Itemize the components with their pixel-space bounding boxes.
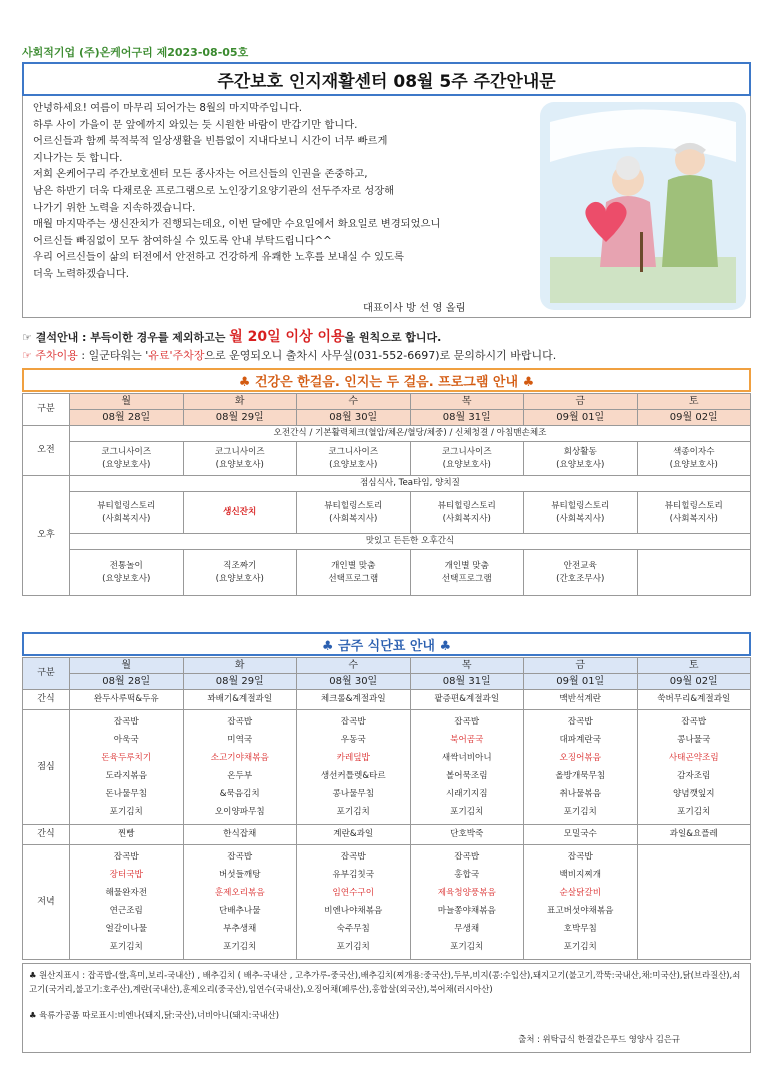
lunch-item: 취나물볶음 xyxy=(559,789,601,799)
menu-col-label xyxy=(23,658,70,690)
am-program-text: 코그니사이즈 xyxy=(101,446,152,457)
pm-program-2-text: 개인별 맞춤 xyxy=(444,560,489,571)
menu-date-header-text: 08월 30일 xyxy=(329,676,378,687)
menu-day-header-text: 수 xyxy=(348,660,359,671)
pm-program-2 xyxy=(637,550,751,596)
dinner-item: 무생채 xyxy=(454,924,480,934)
lunch-item: 잡곡밥 xyxy=(227,717,253,727)
dinner-cell xyxy=(183,845,297,960)
menu-date-header xyxy=(410,674,524,690)
pm-common-2 xyxy=(70,534,751,550)
lunch-item: 잡곡밥 xyxy=(340,717,366,727)
am-program xyxy=(183,442,297,476)
am-program-text: 회상활동 xyxy=(563,446,597,457)
date-header-text: 08월 28일 xyxy=(102,412,151,423)
intro-line: 지나가는 듯 합니다. xyxy=(33,151,123,164)
afternoon-snack-text: 단호박죽 xyxy=(450,829,484,839)
dinner-item: 홍합국 xyxy=(454,870,480,880)
morning-snack xyxy=(524,690,638,710)
pm-program-1-text: 뷰티힐링스토리 xyxy=(551,500,610,511)
menu-day-header xyxy=(524,658,638,674)
dinner-label-text: 저녁 xyxy=(37,896,55,907)
lunch-item: 대파계란국 xyxy=(559,735,601,745)
intro-line: 더욱 노력하겠습니다. xyxy=(33,267,130,280)
dinner-item: 비엔나야채볶음 xyxy=(324,906,383,916)
lunch-item: 오징어볶음 xyxy=(559,753,601,763)
menu-day-header-text: 목 xyxy=(461,660,472,671)
am-program xyxy=(70,442,184,476)
dinner-item: 잡곡밥 xyxy=(340,852,366,862)
lunch-label-text: 점심 xyxy=(37,761,55,772)
day-header xyxy=(183,394,297,410)
intro-line: 매월 마지막주는 생신잔치가 진행되는데요, 이번 달에만 수요일에서 화요일로 변경되었으니 xyxy=(33,218,441,231)
pm-program-2-text: 개인별 맞춤 xyxy=(331,560,376,571)
lunch-cell xyxy=(70,710,184,825)
lunch-item: 우동국 xyxy=(340,735,366,745)
menu-table xyxy=(22,657,751,960)
lunch-item: 포기김치 xyxy=(563,807,597,817)
snack2-label-text: 간식 xyxy=(37,829,55,839)
lunch-item: 북어곰국 xyxy=(450,735,484,745)
date-header-text: 08월 30일 xyxy=(329,412,378,423)
day-header-text: 화 xyxy=(234,396,245,407)
menu-date-header xyxy=(70,674,184,690)
intro-signature: 대표이사 방 선 영 올림 xyxy=(363,302,466,314)
date-header-text: 09월 01일 xyxy=(556,412,605,423)
am-common xyxy=(70,426,751,442)
am-program-text: 코그니사이즈 xyxy=(214,446,265,457)
dinner-item: 잡곡밥 xyxy=(113,852,139,862)
footer-notes xyxy=(22,963,751,1053)
pm-program-1 xyxy=(70,492,184,534)
dinner-item: 임연수구이 xyxy=(332,888,374,898)
afternoon-snack-text: 찐빵 xyxy=(117,829,135,839)
lunch-item: 카레덮밥 xyxy=(336,753,370,763)
lunch-item: 볼어묵조림 xyxy=(445,771,488,781)
morning-snack xyxy=(183,690,297,710)
lunch-item: 오이양파무침 xyxy=(214,807,265,817)
dinner-item: 포기김치 xyxy=(563,942,597,952)
menu-day-header-text: 토 xyxy=(688,660,699,671)
morning-snack xyxy=(410,690,524,710)
pm-program-2-text: 전통놀이 xyxy=(109,560,143,571)
lunch-item: 도라지볶음 xyxy=(105,771,147,781)
day-header-text: 금 xyxy=(575,396,586,407)
lunch-cell xyxy=(524,710,638,825)
pm-program-1 xyxy=(410,492,524,534)
lunch-item: &묵음김치 xyxy=(219,789,260,799)
intro-text xyxy=(33,100,553,283)
lunch-item: 콩나물국 xyxy=(677,735,711,745)
lunch-item: 포기김치 xyxy=(336,807,370,817)
dinner-cell xyxy=(297,845,411,960)
date-header xyxy=(183,410,297,426)
pm-program-1-text: (사회복지사) xyxy=(556,513,605,524)
dinner-cell xyxy=(637,845,751,960)
pm-program-1-text: (사회복지사) xyxy=(102,513,151,524)
dinner-item: 잡곡밥 xyxy=(227,852,253,862)
lunch-item: 잡곡밥 xyxy=(567,717,593,727)
morning-snack-text: 팥증편&계절과일 xyxy=(434,694,500,704)
dinner-label xyxy=(23,845,70,960)
origin-line: ♣ 원산지표시 : 잡곡밥-(쌀,흑미,보리-국내산) , 배추김치 ( 배추-국내산 , 고추가루-중국산),배추김치(찌개용:중국산),두부,비지(콩:수입산),돼지고기(불고기,깍뚝:국내산,채:미국산),닭(브라질산),쇠고기(국거리,불고기:호주산),계란(국내산),훈제오리(중국산),임연수(국내산),오징어채(페루산),홍합살(외국산),북어채(러시아산) xyxy=(29,970,741,994)
morning-snack-text: 완두사루떡&두유 xyxy=(93,694,159,704)
dinner-item: 훈제오리볶음 xyxy=(214,888,265,898)
am-program xyxy=(410,442,524,476)
dinner-item: 숙주무침 xyxy=(336,924,370,934)
dinner-item xyxy=(639,884,750,902)
program-section-title: ♣ 건강은 한걸음. 인지는 두 걸음. 프로그램 안내 ♣ xyxy=(22,368,751,392)
dinner-cell xyxy=(410,845,524,960)
dinner-cell xyxy=(524,845,638,960)
morning-snack-text: 쑥버무리&계절과일 xyxy=(657,694,731,704)
lunch-item: 사태곤약조림 xyxy=(668,753,719,763)
pm-program-2 xyxy=(410,550,524,596)
dinner-item: 순살닭갈비 xyxy=(559,888,601,898)
intro-section xyxy=(22,96,751,318)
org-line: 사회적기업 (주)온케어구리 제2023-08-05호 xyxy=(22,46,249,59)
intro-line: 어르신들 빠짐없이 모두 참여하실 수 있도록 안내 부탁드립니다^^ xyxy=(33,234,332,247)
lunch-item: 새싹너비아니 xyxy=(441,753,492,763)
dinner-item: 단배추나물 xyxy=(218,906,261,916)
dinner-item: 호박무침 xyxy=(563,924,597,934)
parking-notice: ☞ 주차이용 : 일군타워는 '유료'주차장으로 운영되오니 출차시 사무실(031-552-6697)로 문의하시기 바랍니다. xyxy=(22,349,557,362)
pm-common-1 xyxy=(70,476,751,492)
pm-program-1 xyxy=(637,492,751,534)
pm-program-2-text: 선택프로그램 xyxy=(328,573,379,584)
pm-label xyxy=(23,476,70,596)
afternoon-snack xyxy=(524,825,638,845)
day-header-text: 수 xyxy=(348,396,359,407)
afternoon-snack-text: 한식잡채 xyxy=(223,829,257,839)
day-header xyxy=(637,394,751,410)
lunch-item: 포기김치 xyxy=(109,807,143,817)
pm-program-1-text: (사회복지사) xyxy=(442,513,491,524)
morning-snack-text: 꽈배기&계절과일 xyxy=(207,694,273,704)
am-program xyxy=(637,442,751,476)
pm-program-1-text: 뷰티힐링스토리 xyxy=(437,500,496,511)
day-header-text: 토 xyxy=(688,396,699,407)
pm-program-2-text: 직조짜기 xyxy=(223,560,257,571)
pm-program-1 xyxy=(183,492,297,534)
am-program-text: (요양보호사) xyxy=(669,459,718,470)
menu-col-label-text: 구분 xyxy=(37,668,55,678)
dinner-item xyxy=(639,866,750,884)
absence-notice: ☞ 결석안내 : 부득이한 경우를 제외하고는 월 20일 이상 이용을 원칙으로 합니다. xyxy=(22,329,442,345)
lunch-label xyxy=(23,710,70,825)
dinner-item: 표고버섯야채볶음 xyxy=(547,906,614,916)
day-header-text: 월 xyxy=(121,396,132,407)
pm-program-2 xyxy=(183,550,297,596)
day-header xyxy=(410,394,524,410)
pm-common-1-text: 점심식사, Tea타임, 양치질 xyxy=(360,478,460,488)
page-title: 주간보호 인지재활센터 08월 5주 주간안내문 xyxy=(217,71,556,92)
pm-program-2-text: (간호조무사) xyxy=(556,573,605,584)
dinner-item xyxy=(639,902,750,920)
intro-line: 하루 사이 가을이 문 앞에까지 와있는 듯 시원한 바람이 반갑기만 합니다. xyxy=(33,118,358,131)
pm-program-1 xyxy=(524,492,638,534)
lunch-item: 돈나물무침 xyxy=(105,789,147,799)
pm-program-1-text: 생신잔치 xyxy=(223,507,257,517)
lunch-item: 미역국 xyxy=(227,735,253,745)
menu-date-header xyxy=(297,674,411,690)
menu-day-header-text: 금 xyxy=(575,660,586,671)
am-program-text: (요양보호사) xyxy=(215,459,264,470)
pm-program-1-text: (사회복지사) xyxy=(669,513,718,524)
lunch-item: 온두부 xyxy=(227,771,253,781)
dinner-item: 잡곡밥 xyxy=(567,852,593,862)
am-program-text: 코그니사이즈 xyxy=(328,446,379,457)
afternoon-snack-text: 모밀국수 xyxy=(563,829,597,839)
morning-snack-text: 체크롤&계절과일 xyxy=(320,694,386,704)
am-program-text: (요양보호사) xyxy=(442,459,491,470)
dinner-item xyxy=(639,938,750,956)
dinner-cell xyxy=(70,845,184,960)
menu-date-header xyxy=(524,674,638,690)
dinner-item: 잡곡밥 xyxy=(454,852,480,862)
date-header xyxy=(70,410,184,426)
date-header xyxy=(524,410,638,426)
lunch-item: 소고기야채볶음 xyxy=(210,753,269,763)
meat-line: ♣ 육류가공품 따로표시:비엔나(돼지,닭:국산),너비아니(돼지:국내산) xyxy=(29,1010,280,1020)
dinner-item: 버섯들깨탕 xyxy=(218,870,261,880)
lunch-cell xyxy=(637,710,751,825)
snack-label-text: 간식 xyxy=(37,694,55,704)
menu-day-header xyxy=(637,658,751,674)
lunch-item: 양념깻잎지 xyxy=(672,789,715,799)
dinner-item: 제육청양풍볶음 xyxy=(437,888,496,898)
dinner-item xyxy=(639,848,750,866)
menu-day-header xyxy=(183,658,297,674)
morning-snack xyxy=(637,690,751,710)
intro-line: 저희 온케어구리 주간보호센터 모든 종사자는 어르신들의 인권을 존중하고, xyxy=(33,168,368,181)
menu-date-header xyxy=(183,674,297,690)
morning-snack-text: 맥반석계란 xyxy=(559,694,601,704)
lunch-item: 포기김치 xyxy=(450,807,484,817)
day-header xyxy=(297,394,411,410)
pm-program-2-text: 선택프로그램 xyxy=(441,573,492,584)
intro-line: 남은 하반기 더욱 다채로운 프로그램으로 노인장기요양기관의 선두주자로 성장해 xyxy=(33,184,395,197)
dinner-item: 장터국밥 xyxy=(109,870,143,880)
credit-line: 출처 : 위탁급식 한결같은푸드 영양사 김은규 xyxy=(518,1034,680,1044)
lunch-item: 잡곡밥 xyxy=(113,717,139,727)
afternoon-snack-text: 계란&과일 xyxy=(333,829,374,839)
am-program xyxy=(524,442,638,476)
lunch-item: 콩나물무침 xyxy=(332,789,374,799)
dinner-item: 백비지찌개 xyxy=(559,870,601,880)
lunch-item: 시래기지짐 xyxy=(445,789,488,799)
menu-section-title: ♣ 금주 식단표 안내 ♣ xyxy=(22,632,751,656)
lunch-item: 돈육두루치기 xyxy=(101,753,152,763)
lunch-item: 올방개묵무침 xyxy=(555,771,606,781)
afternoon-snack xyxy=(637,825,751,845)
am-program-text: (요양보호사) xyxy=(556,459,605,470)
elderly-couple-illustration xyxy=(540,102,746,310)
intro-line: 나가기 위한 노력을 지속하겠습니다. xyxy=(33,201,196,214)
am-label xyxy=(23,426,70,476)
am-common-text: 오전간식 / 기본활력체크(혈압/체온/혈당/체중) / 신체청결 / 아침맨손체조 xyxy=(273,428,547,438)
date-header-text: 08월 29일 xyxy=(215,412,264,423)
dinner-item: 얼갈이나물 xyxy=(105,924,147,934)
morning-snack xyxy=(297,690,411,710)
intro-line: 우리 어르신들이 삶의 터전에서 안전하고 건강하게 유쾌한 노후를 보내실 수 있도록 xyxy=(33,251,404,264)
lunch-item: 아욱국 xyxy=(113,735,139,745)
lunch-item: 생선커틀렛&타르 xyxy=(320,771,386,781)
menu-day-header xyxy=(70,658,184,674)
pm-label-text: 오후 xyxy=(37,530,55,540)
pm-program-1-text: 뷰티힐링스토리 xyxy=(97,500,156,511)
menu-date-header-text: 08월 28일 xyxy=(102,676,151,687)
pm-program-2 xyxy=(524,550,638,596)
pm-program-1-text: (사회복지사) xyxy=(329,513,378,524)
dinner-item: 연근조림 xyxy=(109,906,143,916)
dinner-item: 해물완자전 xyxy=(105,888,147,898)
day-header xyxy=(70,394,184,410)
program-table xyxy=(22,393,751,596)
pm-program-1 xyxy=(297,492,411,534)
dinner-item: 유부김칫국 xyxy=(332,870,374,880)
intro-line: 어르신들과 함께 북적북적 일상생활을 빈틈없이 지내다보니 시간이 너무 빠르게 xyxy=(33,135,388,148)
afternoon-snack xyxy=(410,825,524,845)
afternoon-snack xyxy=(70,825,184,845)
pm-program-2 xyxy=(70,550,184,596)
pm-program-1-text: 뷰티힐링스토리 xyxy=(664,500,723,511)
lunch-item: 잡곡밥 xyxy=(681,717,707,727)
lunch-item: 잡곡밥 xyxy=(454,717,480,727)
date-header-text: 08월 31일 xyxy=(442,412,491,423)
menu-date-header-text: 08월 31일 xyxy=(442,676,491,687)
menu-date-header-text: 08월 29일 xyxy=(215,676,264,687)
dinner-item: 포기김치 xyxy=(223,942,257,952)
morning-snack xyxy=(70,690,184,710)
pm-program-2-text: (요양보호사) xyxy=(215,573,264,584)
dinner-item: 포기김치 xyxy=(450,942,484,952)
date-header-text: 09월 02일 xyxy=(669,412,718,423)
date-header xyxy=(297,410,411,426)
dinner-item: 포기김치 xyxy=(336,942,370,952)
menu-day-header xyxy=(297,658,411,674)
afternoon-snack xyxy=(183,825,297,845)
pm-program-1-text: 뷰티힐링스토리 xyxy=(324,500,383,511)
page-title-box xyxy=(22,62,751,96)
lunch-cell xyxy=(410,710,524,825)
pm-common-2-text: 맛있고 든든한 오후간식 xyxy=(365,536,455,546)
lunch-cell xyxy=(183,710,297,825)
date-header xyxy=(637,410,751,426)
lunch-item: 포기김치 xyxy=(677,807,711,817)
am-program xyxy=(297,442,411,476)
pm-program-2-text: 안전교육 xyxy=(563,560,597,571)
am-program-text: (요양보호사) xyxy=(329,459,378,470)
dinner-item: 마늘쫑야채볶음 xyxy=(437,906,496,916)
snack2-label xyxy=(23,825,70,845)
afternoon-snack xyxy=(297,825,411,845)
day-header-text: 목 xyxy=(461,396,472,407)
menu-date-header-text: 09월 01일 xyxy=(556,676,605,687)
dinner-item: 부추생채 xyxy=(223,924,257,934)
day-header xyxy=(524,394,638,410)
date-header xyxy=(410,410,524,426)
col-label xyxy=(23,394,70,426)
menu-date-header xyxy=(637,674,751,690)
menu-date-header-text: 09월 02일 xyxy=(669,676,718,687)
afternoon-snack-text: 과일&요플레 xyxy=(669,829,718,839)
pm-program-2-text: (요양보호사) xyxy=(102,573,151,584)
menu-day-header-text: 화 xyxy=(234,660,245,671)
dinner-item: 포기김치 xyxy=(109,942,143,952)
snack-label xyxy=(23,690,70,710)
col-label-text: 구분 xyxy=(37,404,55,414)
lunch-cell xyxy=(297,710,411,825)
menu-day-header xyxy=(410,658,524,674)
pm-program-2 xyxy=(297,550,411,596)
dinner-item xyxy=(639,920,750,938)
menu-day-header-text: 월 xyxy=(121,660,132,671)
am-program-text: 코그니사이즈 xyxy=(441,446,492,457)
am-program-text: 색종이자수 xyxy=(672,446,715,457)
am-label-text: 오전 xyxy=(37,445,55,455)
intro-line: 안녕하세요! 여름이 마무리 되어가는 8월의 마지막주입니다. xyxy=(33,102,303,114)
lunch-item: 감자조림 xyxy=(677,771,711,781)
am-program-text: (요양보호사) xyxy=(102,459,151,470)
